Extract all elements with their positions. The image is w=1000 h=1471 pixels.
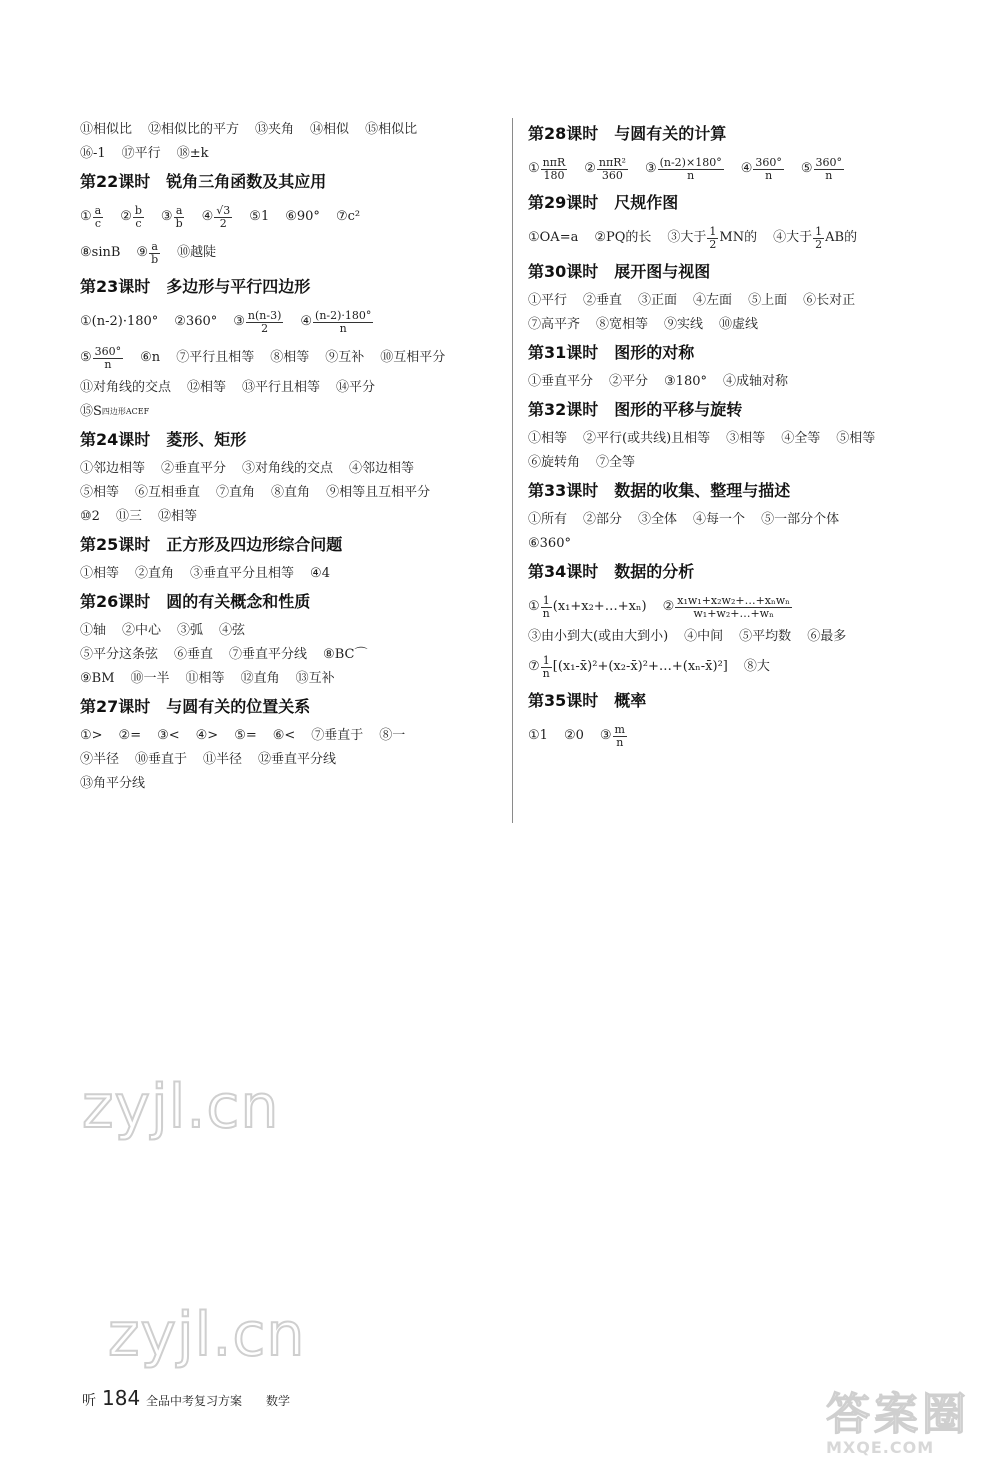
answer-line <box>80 748 500 772</box>
answer-expression: (x₁+x₂+…+xₙ) <box>552 599 647 614</box>
lesson-heading <box>528 343 948 365</box>
answer-line <box>80 619 500 643</box>
answer-item <box>741 157 785 182</box>
fraction-denominator: n <box>616 735 624 749</box>
answer-line <box>80 340 500 376</box>
lesson-number: 第29课时 <box>528 193 599 212</box>
fraction-denominator: n <box>687 168 695 182</box>
site-stamp-logo <box>826 1378 974 1456</box>
answer-item: ⑰平行 <box>121 146 161 161</box>
stamp-url: MXQE.COM <box>826 1438 935 1457</box>
answer-item: ⑪相等 <box>185 671 225 686</box>
lesson-number: 第35课时 <box>528 691 599 710</box>
lesson-number: 第27课时 <box>80 697 151 716</box>
answer-item: ②部分 <box>583 512 623 527</box>
answer-item: ⑤平均数 <box>739 629 792 644</box>
answer-label: ② <box>662 599 675 614</box>
answer-item: ④每一个 <box>693 512 746 527</box>
answer-item: ⑤一部分个体 <box>761 512 840 527</box>
answer-label: ④ <box>300 314 313 329</box>
lesson-heading <box>528 124 948 146</box>
answer-item: ⑥互相垂直 <box>135 485 201 500</box>
fraction-denominator: c <box>94 216 102 230</box>
answer-item: ⑪三 <box>115 509 142 524</box>
answer-line <box>528 589 948 625</box>
fraction-numerator: 1 <box>815 224 823 238</box>
answer-item: ③相等 <box>726 431 766 446</box>
answer-item <box>300 310 374 335</box>
answer-item: ⑨实线 <box>664 317 704 332</box>
lesson-title: 图形的对称 <box>614 343 695 362</box>
lesson-title: 与圆有关的位置关系 <box>166 697 311 716</box>
fraction-denominator: 180 <box>543 168 565 182</box>
answer-line <box>80 724 500 748</box>
lesson-heading <box>528 562 948 584</box>
book-title: 全品中考复习方案 <box>146 1394 243 1408</box>
answer-item: ⑪对角线的交点 <box>80 380 172 395</box>
fraction-denominator: 2 <box>815 237 823 251</box>
answer-item: ⑫直角 <box>240 671 280 686</box>
lesson-heading <box>80 430 500 452</box>
answer-item: ⑩2 <box>80 509 100 524</box>
answer-item <box>120 205 145 230</box>
fraction-numerator: 1 <box>542 593 550 607</box>
answer-item: ①邻边相等 <box>80 461 146 476</box>
answer-label: ⑦c² <box>335 209 361 224</box>
answer-line <box>528 220 948 256</box>
answer-item: ⑤相等 <box>80 485 120 500</box>
answer-item: ②垂直平分 <box>161 461 227 476</box>
answer-item: ②中心 <box>122 623 162 638</box>
answer-item: ②平行(或共线)且相等 <box>583 431 711 446</box>
fraction-denominator: n <box>104 357 112 371</box>
answer-line <box>528 451 948 475</box>
answer-line <box>80 457 500 481</box>
answer-label: AB的 <box>825 230 858 245</box>
answer-item: ⑥旋转角 <box>528 455 581 470</box>
fraction <box>541 157 568 182</box>
fraction-numerator: 1 <box>542 653 550 667</box>
page-number: 184 <box>102 1386 141 1410</box>
answer-item: ⑥n <box>140 350 161 365</box>
lesson-title: 多边形与平行四边形 <box>166 277 311 296</box>
answer-item: ⑮相似比 <box>365 122 418 137</box>
answer-item: ③180° <box>664 374 707 389</box>
answer-label: ⑤ <box>80 350 92 365</box>
fraction <box>753 157 784 182</box>
answer-line <box>80 667 500 691</box>
fraction <box>149 241 160 266</box>
fraction <box>541 595 552 620</box>
answer-line <box>80 304 500 340</box>
lesson-number: 第24课时 <box>80 430 151 449</box>
lesson-number: 第33课时 <box>528 481 599 500</box>
answer-line <box>528 151 948 187</box>
left-column <box>80 118 500 796</box>
answer-item: ⑩互相平分 <box>380 350 446 365</box>
fraction-denominator: b <box>151 252 159 266</box>
fraction-denominator: w₁+w₂+…+wₙ <box>693 606 774 620</box>
answer-item: ④弦 <box>219 623 246 638</box>
answer-item: ③垂直平分且相等 <box>190 566 295 581</box>
answer-item: ①相等 <box>80 566 120 581</box>
fraction-denominator: c <box>135 216 142 230</box>
fraction <box>658 157 724 182</box>
answer-item: ④成轴对称 <box>723 374 789 389</box>
answer-item: ⑫相等 <box>157 509 197 524</box>
lesson-number: 第26课时 <box>80 592 151 611</box>
answer-item: ⑤= <box>234 728 257 743</box>
answer-item <box>528 655 728 680</box>
answer-label: ③大于 <box>667 230 707 245</box>
answer-line <box>80 199 500 235</box>
lesson-number: 第31课时 <box>528 343 599 362</box>
answer-line <box>80 643 500 667</box>
answer-item <box>663 595 793 620</box>
answer-label: ⑥90° <box>285 209 320 224</box>
fraction <box>541 655 552 680</box>
answer-item: ②平分 <box>609 374 649 389</box>
answer-item: ⑯-1 <box>80 146 106 161</box>
fraction-numerator: (n-2)·180° <box>315 308 372 322</box>
answer-item: ⑨半径 <box>80 752 120 767</box>
answer-item: ①1 <box>528 728 548 743</box>
answer-item <box>80 401 149 423</box>
answer-line <box>80 142 500 166</box>
answer-item: ⑥垂直 <box>174 647 214 662</box>
answer-line <box>80 400 500 424</box>
fraction-denominator: 360 <box>601 168 623 182</box>
lesson-title: 概率 <box>614 691 647 710</box>
lesson-heading <box>80 172 500 194</box>
answer-item: ③弧 <box>177 623 204 638</box>
answer-item: ⑩一半 <box>130 671 170 686</box>
answer-label: MN的 <box>719 230 758 245</box>
lesson-heading <box>80 592 500 614</box>
answer-line <box>528 427 948 451</box>
column-divider <box>512 118 513 823</box>
lesson-heading <box>528 691 948 713</box>
answer-item: ②= <box>118 728 142 743</box>
answer-item: ①相等 <box>528 431 568 446</box>
answer-item: ③由小到大(或由大到小) <box>528 629 669 644</box>
answer-item <box>80 205 104 230</box>
fraction <box>813 226 824 251</box>
answer-item: ①OA=a <box>528 230 579 245</box>
answer-item: ①所有 <box>528 512 568 527</box>
answer-line <box>528 718 948 754</box>
answer-label: ⑤1 <box>249 209 270 224</box>
answer-item: ⑨相等且互相平分 <box>326 485 431 500</box>
answer-item: ⑩垂直于 <box>135 752 188 767</box>
answer-item: ⑬平行且相等 <box>242 380 321 395</box>
answer-label: ④ <box>740 161 753 176</box>
fraction-numerator: 360° <box>815 155 843 169</box>
lesson-number: 第23课时 <box>80 277 151 296</box>
answer-item: ⑦平行且相等 <box>176 350 255 365</box>
lesson-title: 数据的收集、整理与描述 <box>614 481 791 500</box>
answer-line <box>528 508 948 532</box>
lesson-number: 第25课时 <box>80 535 151 554</box>
answer-item: ⑩越陡 <box>177 245 217 260</box>
answer-item: ②360° <box>174 314 218 329</box>
answer-line <box>80 772 500 796</box>
answer-item: ②0 <box>563 728 584 743</box>
answer-item <box>801 157 845 182</box>
answer-line <box>528 313 948 337</box>
lesson-heading <box>528 193 948 215</box>
answer-item: ⑭平分 <box>336 380 376 395</box>
fraction <box>613 724 627 749</box>
fraction-numerator: x₁w₁+x₂w₂+…+xₙwₙ <box>677 593 790 607</box>
answer-label: ③ <box>599 728 612 743</box>
answer-item: ⑬夹角 <box>255 122 295 137</box>
answer-label: ④ <box>201 209 214 224</box>
answer-label: ② <box>584 161 596 176</box>
answer-item: ⑤平分这条弦 <box>80 647 159 662</box>
lesson-heading <box>528 400 948 422</box>
answer-item: ①(n-2)·180° <box>80 314 159 329</box>
answer-item: ⑨BM <box>80 671 115 686</box>
answer-item <box>249 206 269 228</box>
answer-item: ⑧一 <box>379 728 406 743</box>
fraction-denominator: 2 <box>261 321 269 335</box>
lesson-title: 图形的平移与旋转 <box>614 400 743 419</box>
answer-item <box>336 206 360 228</box>
answer-item: ③全体 <box>638 512 678 527</box>
lesson-heading <box>80 277 500 299</box>
fraction-denominator: 2 <box>219 216 227 230</box>
answer-line <box>80 376 500 400</box>
answer-line <box>80 505 500 529</box>
fraction <box>597 157 628 182</box>
answer-item <box>285 206 320 228</box>
fraction-denominator: b <box>175 216 183 230</box>
fraction-numerator: 360° <box>94 344 122 358</box>
lesson-title: 与圆有关的计算 <box>614 124 727 143</box>
watermark-text: zyjl.cn <box>108 1300 306 1370</box>
answer-item: ⑥< <box>272 728 296 743</box>
fraction <box>675 595 792 620</box>
lesson-title: 圆的有关概念和性质 <box>166 592 311 611</box>
fraction-denominator: n <box>765 168 773 182</box>
answer-expression: [(x₁-x̄)²+(x₂-x̄)²+…+(xₙ-x̄)²] <box>552 659 728 674</box>
answer-line <box>528 370 948 394</box>
answer-line <box>80 562 500 586</box>
answer-item: ⑤相等 <box>836 431 876 446</box>
answer-item: ①垂直平分 <box>528 374 594 389</box>
lesson-heading <box>80 697 500 719</box>
answer-item: ①> <box>80 728 103 743</box>
answer-item: ⑧BC⌒ <box>323 647 368 662</box>
answer-item: ⑦高平齐 <box>528 317 581 332</box>
answer-item <box>528 157 568 182</box>
lesson-heading <box>528 481 948 503</box>
answer-item: ⑤上面 <box>748 293 788 308</box>
fraction-denominator: n <box>542 606 550 620</box>
answer-label: ⑦ <box>528 659 540 674</box>
answer-item: ⑧直角 <box>271 485 311 500</box>
lesson-number: 第28课时 <box>528 124 599 143</box>
lesson-title: 尺规作图 <box>614 193 679 212</box>
answer-item <box>667 226 757 251</box>
answer-item <box>136 241 161 266</box>
lesson-number: 第22课时 <box>80 172 151 191</box>
fraction-denominator: n <box>339 321 347 335</box>
answer-item: ②垂直 <box>583 293 623 308</box>
answer-item: ③正面 <box>638 293 678 308</box>
answer-item: ④左面 <box>693 293 733 308</box>
subscript: 四边形ACEF <box>101 407 150 416</box>
answer-item: ⑦垂直平分线 <box>229 647 308 662</box>
fraction-numerator: a <box>151 239 158 253</box>
fraction-numerator: nπR <box>542 155 566 169</box>
lesson-title: 菱形、矩形 <box>166 430 247 449</box>
lesson-title: 展开图与视图 <box>614 262 711 281</box>
answer-item: ②直角 <box>135 566 175 581</box>
answer-item <box>161 205 186 230</box>
fraction-numerator: m <box>614 722 625 736</box>
answer-label: ④大于 <box>773 230 813 245</box>
answer-label: ③ <box>233 314 245 329</box>
fraction-numerator: nπR² <box>598 155 626 169</box>
fraction-denominator: n <box>542 666 550 680</box>
fraction <box>133 205 144 230</box>
answer-label: ① <box>528 161 540 176</box>
answer-line <box>528 289 948 313</box>
answer-item <box>80 346 124 371</box>
fraction-numerator: (n-2)×180° <box>659 155 722 169</box>
lesson-title: 数据的分析 <box>614 562 695 581</box>
answer-item: ⑪相似比 <box>80 122 133 137</box>
answer-item: ⑱±k <box>176 146 209 161</box>
answer-item: ④全等 <box>781 431 821 446</box>
answer-item: ⑪半径 <box>203 752 243 767</box>
answer-item: ⑩虚线 <box>719 317 759 332</box>
watermark-text: zyjl.cn <box>82 1072 280 1142</box>
fraction <box>174 205 185 230</box>
answer-line <box>528 625 948 649</box>
answer-label: ① <box>80 209 92 224</box>
answer-item: ①平行 <box>528 293 568 308</box>
fraction <box>707 226 718 251</box>
fraction-numerator: b <box>134 203 142 217</box>
lesson-number: 第32课时 <box>528 400 599 419</box>
answer-item: ⑫相等 <box>187 380 227 395</box>
answer-item: ④邻边相等 <box>349 461 415 476</box>
fraction <box>214 205 232 230</box>
answer-item: ⑦全等 <box>596 455 636 470</box>
lesson-heading <box>528 262 948 284</box>
answer-label: ③ <box>644 161 657 176</box>
fraction <box>246 310 283 335</box>
answer-item: ①轴 <box>80 623 107 638</box>
answer-label: ③ <box>160 209 173 224</box>
fraction <box>313 310 373 335</box>
answer-line <box>80 118 500 142</box>
answer-item: ⑦垂直于 <box>311 728 364 743</box>
answer-item: ④> <box>195 728 219 743</box>
answer-label: ⑤ <box>800 161 813 176</box>
lesson-title: 正方形及四边形综合问题 <box>166 535 343 554</box>
answer-item <box>773 226 857 251</box>
answer-item: ⑧相等 <box>270 350 310 365</box>
answer-item <box>645 157 725 182</box>
answer-item: ⑦直角 <box>216 485 256 500</box>
answer-item: ⑨互补 <box>325 350 365 365</box>
answer-item: ④4 <box>310 566 330 581</box>
answer-item: ⑫垂直平分线 <box>258 752 337 767</box>
answer-item: ⑬互补 <box>295 671 335 686</box>
fraction-numerator: a <box>175 203 183 217</box>
answer-item: ③< <box>157 728 180 743</box>
fraction-numerator: 1 <box>709 224 717 238</box>
stamp-text: 答案圈 <box>826 1389 970 1440</box>
fraction <box>93 346 124 371</box>
answer-item: ⑫相似比的平方 <box>148 122 240 137</box>
answer-item: ⑥360° <box>528 536 571 551</box>
answer-item: ⑬角平分线 <box>80 776 146 791</box>
answer-item <box>202 205 234 230</box>
answer-item <box>584 157 629 182</box>
subject-label: 数学 <box>266 1394 291 1408</box>
answer-line <box>528 649 948 685</box>
answer-item: ⑧大 <box>743 659 770 674</box>
answer-label: ② <box>120 209 132 224</box>
answer-item: ⑭相似 <box>310 122 350 137</box>
answer-item <box>528 595 647 620</box>
answer-item: ⑥长对正 <box>803 293 856 308</box>
answer-item: ②PQ的长 <box>594 230 652 245</box>
lesson-number: 第30课时 <box>528 262 599 281</box>
fraction-numerator: a <box>94 203 102 217</box>
answer-item: ④中间 <box>684 629 724 644</box>
answer-line <box>80 235 500 271</box>
answer-item: ⑥最多 <box>807 629 847 644</box>
footer-mark: 听 <box>82 1393 96 1409</box>
lesson-title: 锐角三角函数及其应用 <box>166 172 327 191</box>
answer-line <box>80 481 500 505</box>
right-column <box>528 118 948 754</box>
answer-item: ⑧宽相等 <box>596 317 649 332</box>
answer-item <box>600 724 628 749</box>
fraction-denominator: n <box>825 168 833 182</box>
lesson-number: 第34课时 <box>528 562 599 581</box>
fraction <box>814 157 845 182</box>
fraction-numerator: 360° <box>755 155 782 169</box>
answer-label: ① <box>528 599 540 614</box>
answer-line <box>528 532 948 556</box>
fraction-numerator: n(n-3) <box>247 308 282 322</box>
lesson-heading <box>80 535 500 557</box>
answer-label: ⑨ <box>136 245 149 260</box>
fraction <box>93 205 104 230</box>
answer-label: ⑮S <box>80 404 102 419</box>
answer-item: ③对角线的交点 <box>242 461 334 476</box>
fraction-denominator: 2 <box>709 237 717 251</box>
answer-item <box>233 310 284 335</box>
fraction-numerator: √3 <box>216 203 231 217</box>
answer-item: ⑧sinB <box>80 245 121 260</box>
